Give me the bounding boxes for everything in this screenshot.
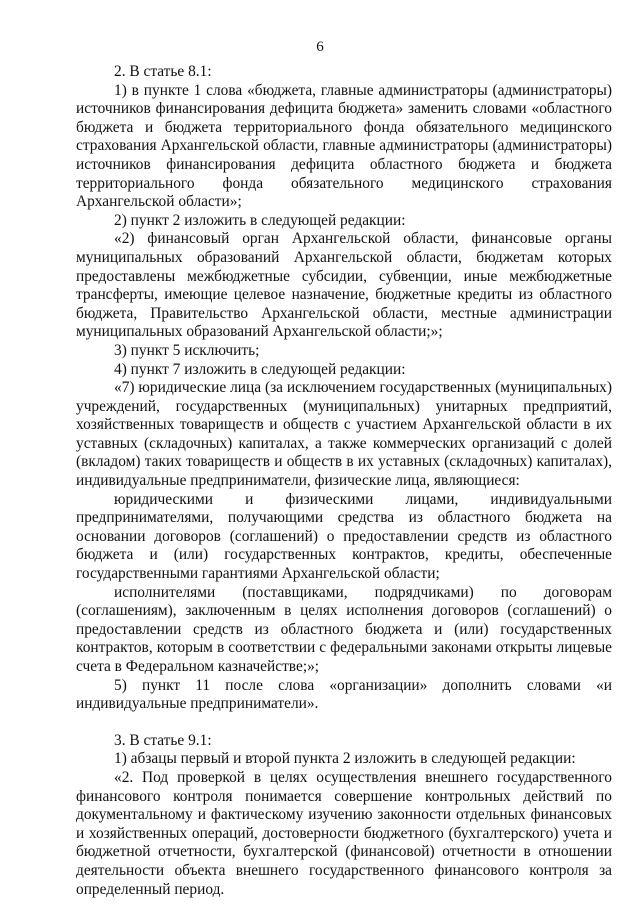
- paragraph: «2. Под проверкой в целях осуществления внешнего государственного финансового контроля понимается совершение контрольных действий по документальному и фактическому изучению законности отдельных финансовых и хозяйственных операций, достоверности бюджетного (бухгалтерского) учета и бюджетной отчетности, бухгалтерской (финансовой) отчетности в отношении деятельности объекта внешнего государственного финансового контроля за определенный период.: [76, 768, 612, 898]
- section-heading-9-1: 3. В статье 9.1:: [114, 731, 212, 749]
- section-spacer: [76, 714, 612, 732]
- paragraph: юридическими и физическими лицами, индивидуальными предпринимателями, получающими средства из областного бюджета на основании договоров (соглашений) о предоставлении средств из областного бюджета и (или) государственных контрактов, кредиты, обеспеченные государственными гарантиями Архангельской области;: [76, 490, 612, 583]
- paragraph: исполнителями (поставщиками, подрядчиками) по договорам (соглашениям), заключенным в целях исполнения договоров (соглашений) о предоставлении средств из областного бюджета и (или) государственных контрактов, которым в соответствии с федеральными законами открыты лицевые счета в Федеральном казначействе;»;: [76, 583, 612, 675]
- paragraph: «2) финансовый орган Архангельской области, финансовые органы муниципальных образований Архангельской области, бюджетам которых предоставлены межбюджетные субсидии, субвенции, иные межбюджетные трансферты, имеющие целевое назначение, бюджетные кредиты из областного бюджета, Правительство Архангельской области, местные администрации муниципальных образований Архангельской области;»;: [76, 230, 612, 341]
- paragraph: 1) в пункте 1 слова «бюджета, главные администраторы (администраторы) источников финансирования дефицита бюджета» заменить словами «областного бюджета и бюджета территориального фонда обязательного медицинского страхования Архангельской области, главные администраторы (администраторы) источников финансирования дефицита областного бюджета и бюджета территориального фонда обязательного медицинского страхования Архангельской области»;: [76, 81, 612, 211]
- paragraph: 2) пункт 2 изложить в следующей редакции:: [114, 211, 406, 229]
- paragraph: 3) пункт 5 исключить;: [114, 341, 260, 359]
- page-number: 6: [316, 39, 324, 55]
- paragraph: 1) абзацы первый и второй пункта 2 изложить в следующей редакции:: [114, 750, 576, 768]
- paragraph: 5) пункт 11 после слова «организации» дополнить словами «и индивидуальные предприниматели».: [76, 676, 612, 713]
- paragraph: «7) юридические лица (за исключением государственных (муниципальных) учреждений, государственных (муниципальных) унитарных предприятий, хозяйственных товариществ и обществ с участием Архангельской области в их уставных (складочных) капиталах, а также коммерческих организаций с долей (вкладом) таких товариществ и обществ в их уставных (складочных) капиталах), индивидуальные предприниматели, физические лица, являющиеся:: [76, 379, 612, 490]
- paragraph: 4) пункт 7 изложить в следующей редакции:: [114, 360, 406, 378]
- document-body: [76, 63, 612, 899]
- section-heading-8-1: 2. В статье 8.1:: [114, 63, 212, 80]
